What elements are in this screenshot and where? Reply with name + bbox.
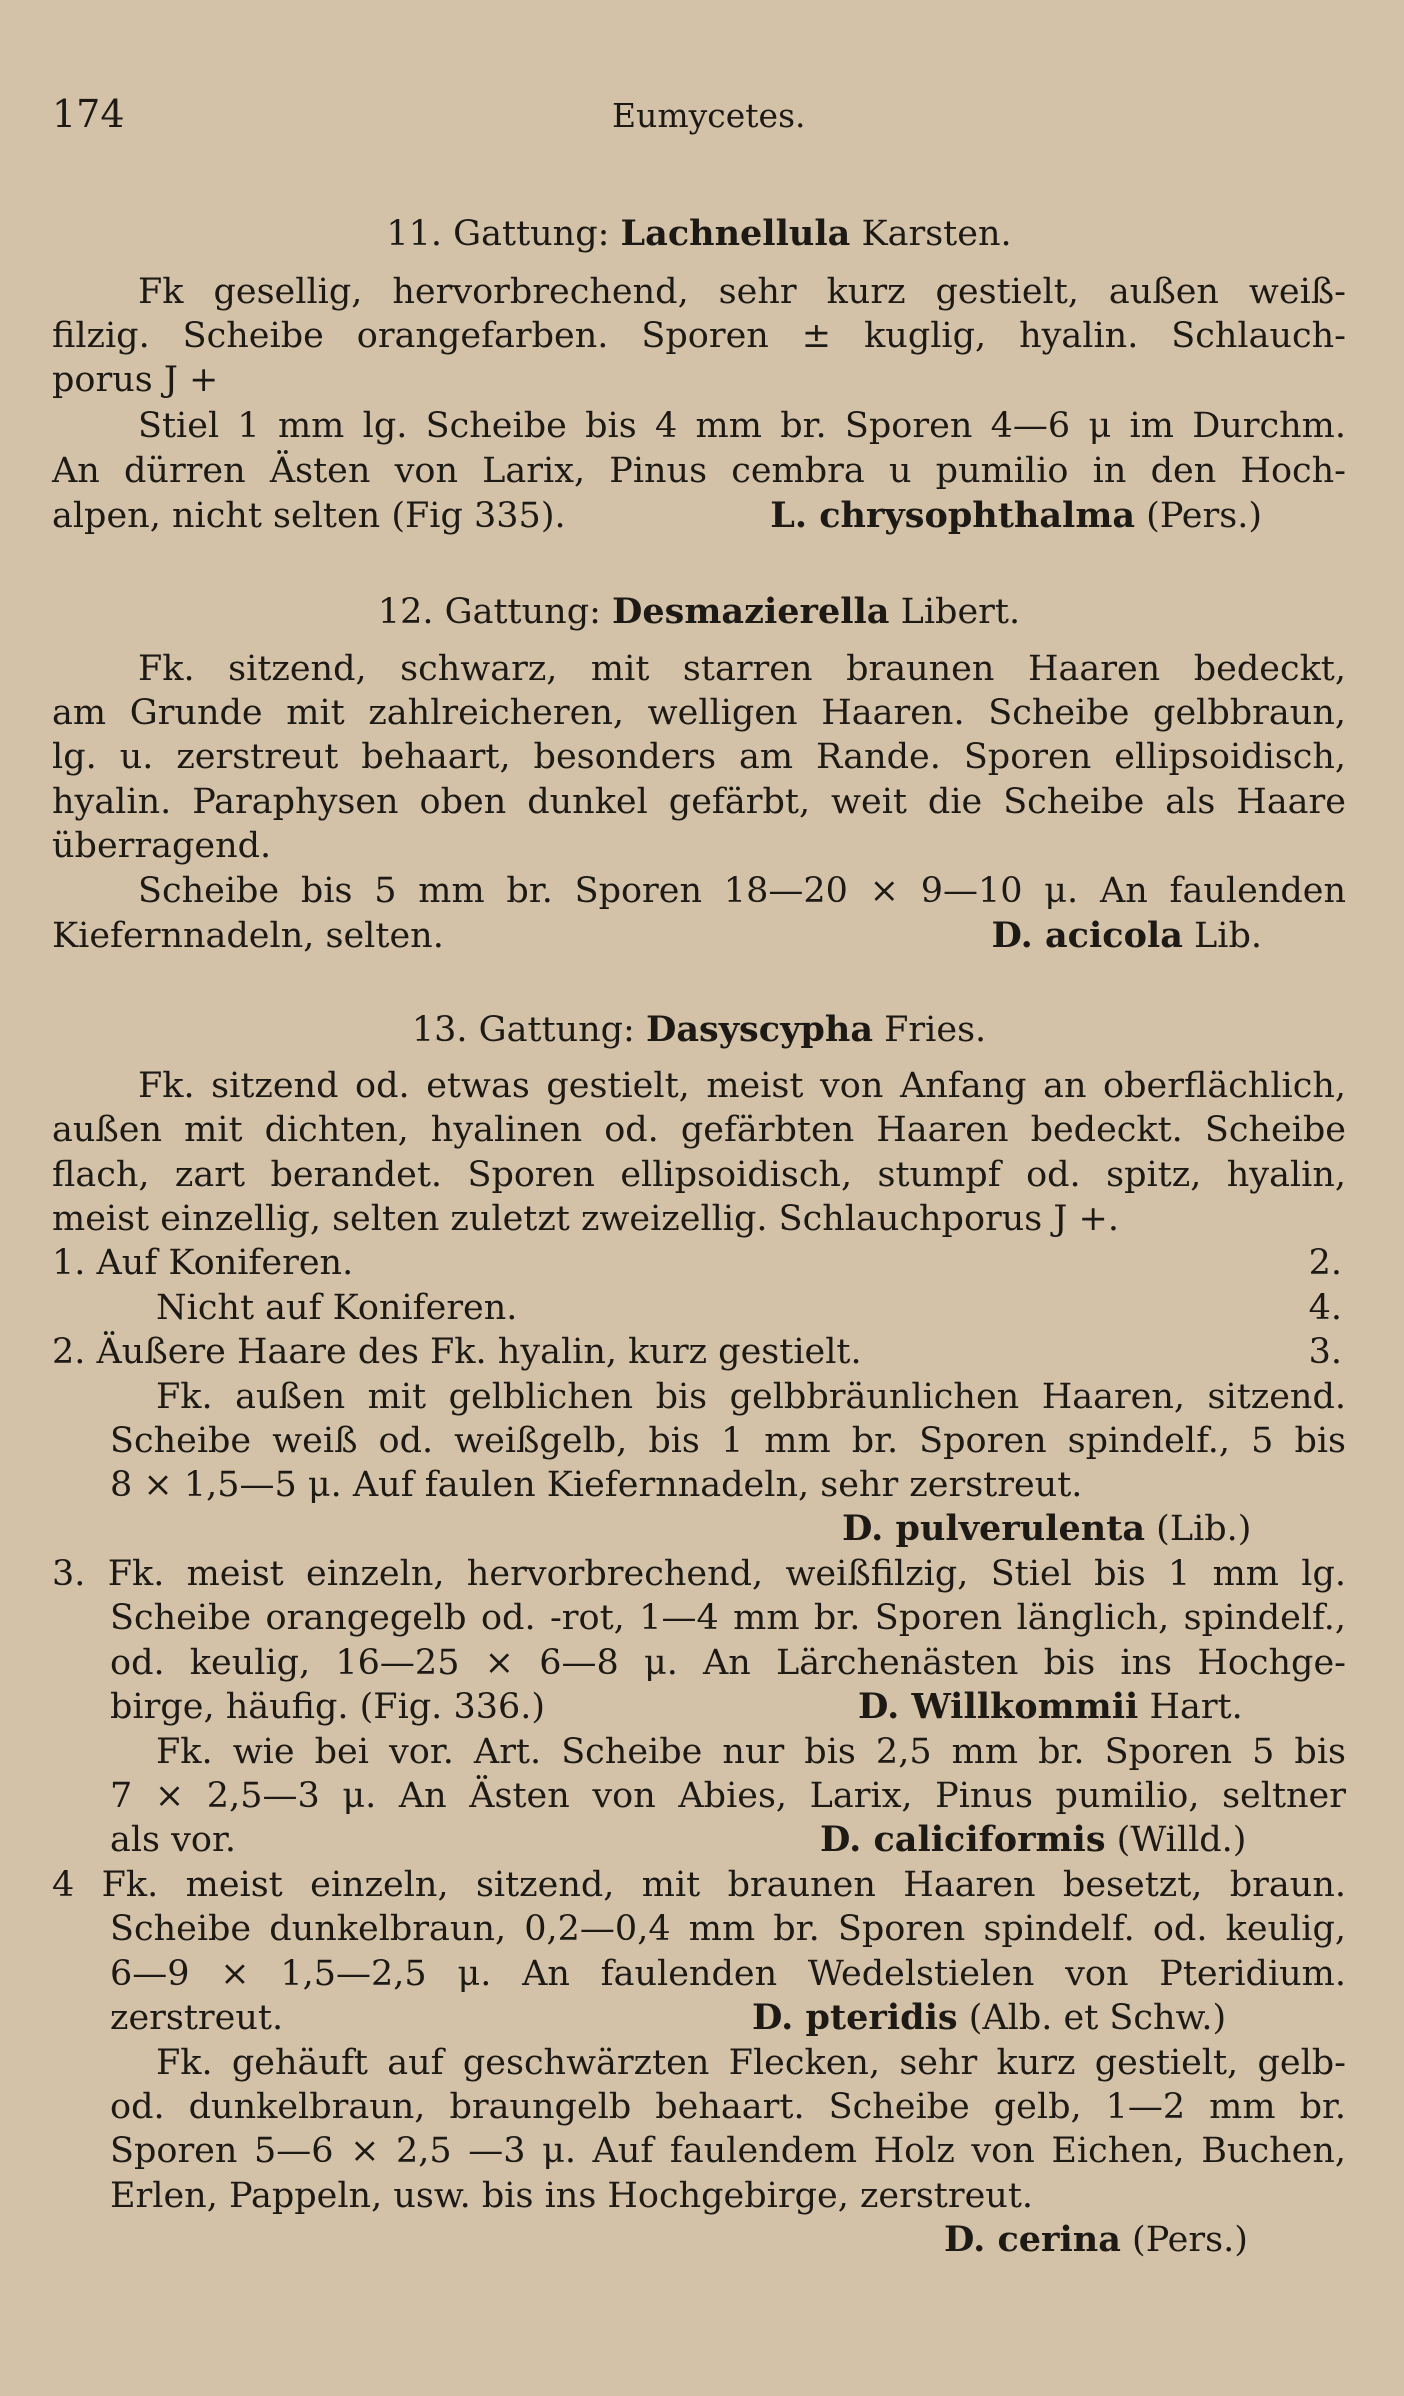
text-line: hyalin. Paraphysen oben dunkel gefärbt, weit die Scheibe als Haare (52, 782, 1346, 822)
key-line: Nicht auf Koniferen. 4. (156, 1288, 1342, 1328)
key-line: 1. Auf Koniferen. 2. (52, 1243, 1342, 1283)
text-line: Scheibe orangegelb od. -rot, 1—4 mm br. Sporen länglich, spindelf., (110, 1598, 1346, 1638)
text-line: Scheibe dunkelbraun, 0,2—0,4 mm br. Sporen spindelf. od. keulig, (110, 1909, 1346, 1949)
text-line: überragend. (52, 826, 272, 866)
species-line: alpen, nicht selten (Fig 335). L. chrysophthalma (Pers.) (52, 495, 1262, 536)
text-line: Scheibe weiß od. weißgelb, bis 1 mm br. Sporen spindelf., 5 bis (110, 1421, 1346, 1461)
text-line: am Grunde mit zahlreicheren, welligen Haaren. Scheibe gelbbraun, (52, 693, 1346, 733)
species-name: D. acicola Lib. (991, 915, 1262, 956)
text-line: meist einzellig, selten zuletzt zweizellig. Schlauchporus J +. (52, 1199, 1119, 1239)
page-number: 174 (52, 92, 125, 136)
text-line: filzig. Scheibe orangefarben. Sporen ± kuglig, hyalin. Schlauch- (52, 316, 1346, 356)
text-line: 3. Fk. meist einzeln, hervorbrechend, weißfilzig, Stiel bis 1 mm lg. (52, 1554, 1346, 1594)
text-line: 6—9 × 1,5—2,5 μ. An faulenden Wedelstielen von Pteridium. (110, 1954, 1346, 1994)
species-name: L. chrysophthalma (Pers.) (770, 495, 1262, 536)
text-line: lg. u. zerstreut behaart, besonders am Rande. Sporen ellipsoidisch, (52, 737, 1346, 777)
text-line: birge, häufig. (Fig. 336.) (110, 1687, 546, 1727)
text-line: außen mit dichten, hyalinen od. gefärbten Haaren bedeckt. Scheibe (52, 1110, 1346, 1150)
text-line: Erlen, Pappeln, usw. bis ins Hochgebirge, zerstreut. (110, 2176, 1034, 2216)
text-line: 8 × 1,5—5 μ. Auf faulen Kiefernnadeln, sehr zerstreut. (110, 1465, 1083, 1505)
text-line: als vor. (110, 1820, 237, 1860)
species-line: Kiefernnadeln, selten. D. acicola Lib. (52, 915, 1262, 956)
text-line: Fk. wie bei vor. Art. Scheibe nur bis 2,5 mm br. Sporen 5 bis (156, 1732, 1346, 1772)
text-line: Fk. sitzend od. etwas gestielt, meist von Anfang an oberflächlich, (138, 1066, 1346, 1106)
text-line: 4 Fk. meist einzeln, sitzend, mit braunen Haaren besetzt, braun. (52, 1865, 1346, 1905)
running-title: Eumycetes. (612, 96, 806, 135)
text-line: Scheibe bis 5 mm br. Sporen 18—20 × 9—10 μ. An faulenden (138, 871, 1346, 911)
text-line: od. keulig, 16—25 × 6—8 μ. An Lärchenästen bis ins Hochge- (110, 1643, 1346, 1683)
text-line: zerstreut. (110, 1998, 284, 2038)
text-line: Fk gesellig, hervorbrechend, sehr kurz gestielt, außen weiß- (138, 272, 1346, 312)
text-line: flach, zart berandet. Sporen ellipsoidisch, stumpf od. spitz, hyalin, (52, 1155, 1346, 1195)
text-line: porus J + (52, 360, 219, 400)
text-line: Stiel 1 mm lg. Scheibe bis 4 mm br. Sporen 4—6 μ im Durchm. (138, 406, 1346, 446)
species-name: D. Willkommii Hart. (858, 1686, 1243, 1727)
text-line: Fk. sitzend, schwarz, mit starren braunen Haaren bedeckt, (138, 649, 1346, 689)
species-name: D. pulverulenta (Lib.) (842, 1508, 1252, 1549)
species-name: D. cerina (Pers.) (944, 2219, 1248, 2260)
species-name: D. caliciformis (Willd.) (820, 1819, 1247, 1860)
genus-heading-lachnellula: 11. Gattung: Lachnellula Karsten. (386, 213, 1012, 254)
text-line: Sporen 5—6 × 2,5 —3 μ. Auf faulendem Holz von Eichen, Buchen, (110, 2131, 1346, 2171)
text-line: od. dunkelbraun, braungelb behaart. Scheibe gelb, 1—2 mm br. (110, 2087, 1346, 2127)
text-line: An dürren Ästen von Larix, Pinus cembra u pumilio in den Hoch- (52, 451, 1346, 491)
text-line: 7 × 2,5—3 μ. An Ästen von Abies, Larix, Pinus pumilio, seltner (110, 1776, 1346, 1816)
species-name: D. pteridis (Alb. et Schw.) (752, 1997, 1227, 2038)
genus-heading-desmazierella: 12. Gattung: Desmazierella Libert. (377, 591, 1021, 632)
text-line: Fk. gehäuft auf geschwärzten Flecken, sehr kurz gestielt, gelb- (156, 2043, 1346, 2083)
key-line: 2. Äußere Haare des Fk. hyalin, kurz gestielt. 3. (52, 1332, 1342, 1372)
text-line: Fk. außen mit gelblichen bis gelbbräunlichen Haaren, sitzend. (156, 1377, 1346, 1417)
genus-heading-dasyscypha: 13. Gattung: Dasyscypha Fries. (411, 1009, 987, 1050)
